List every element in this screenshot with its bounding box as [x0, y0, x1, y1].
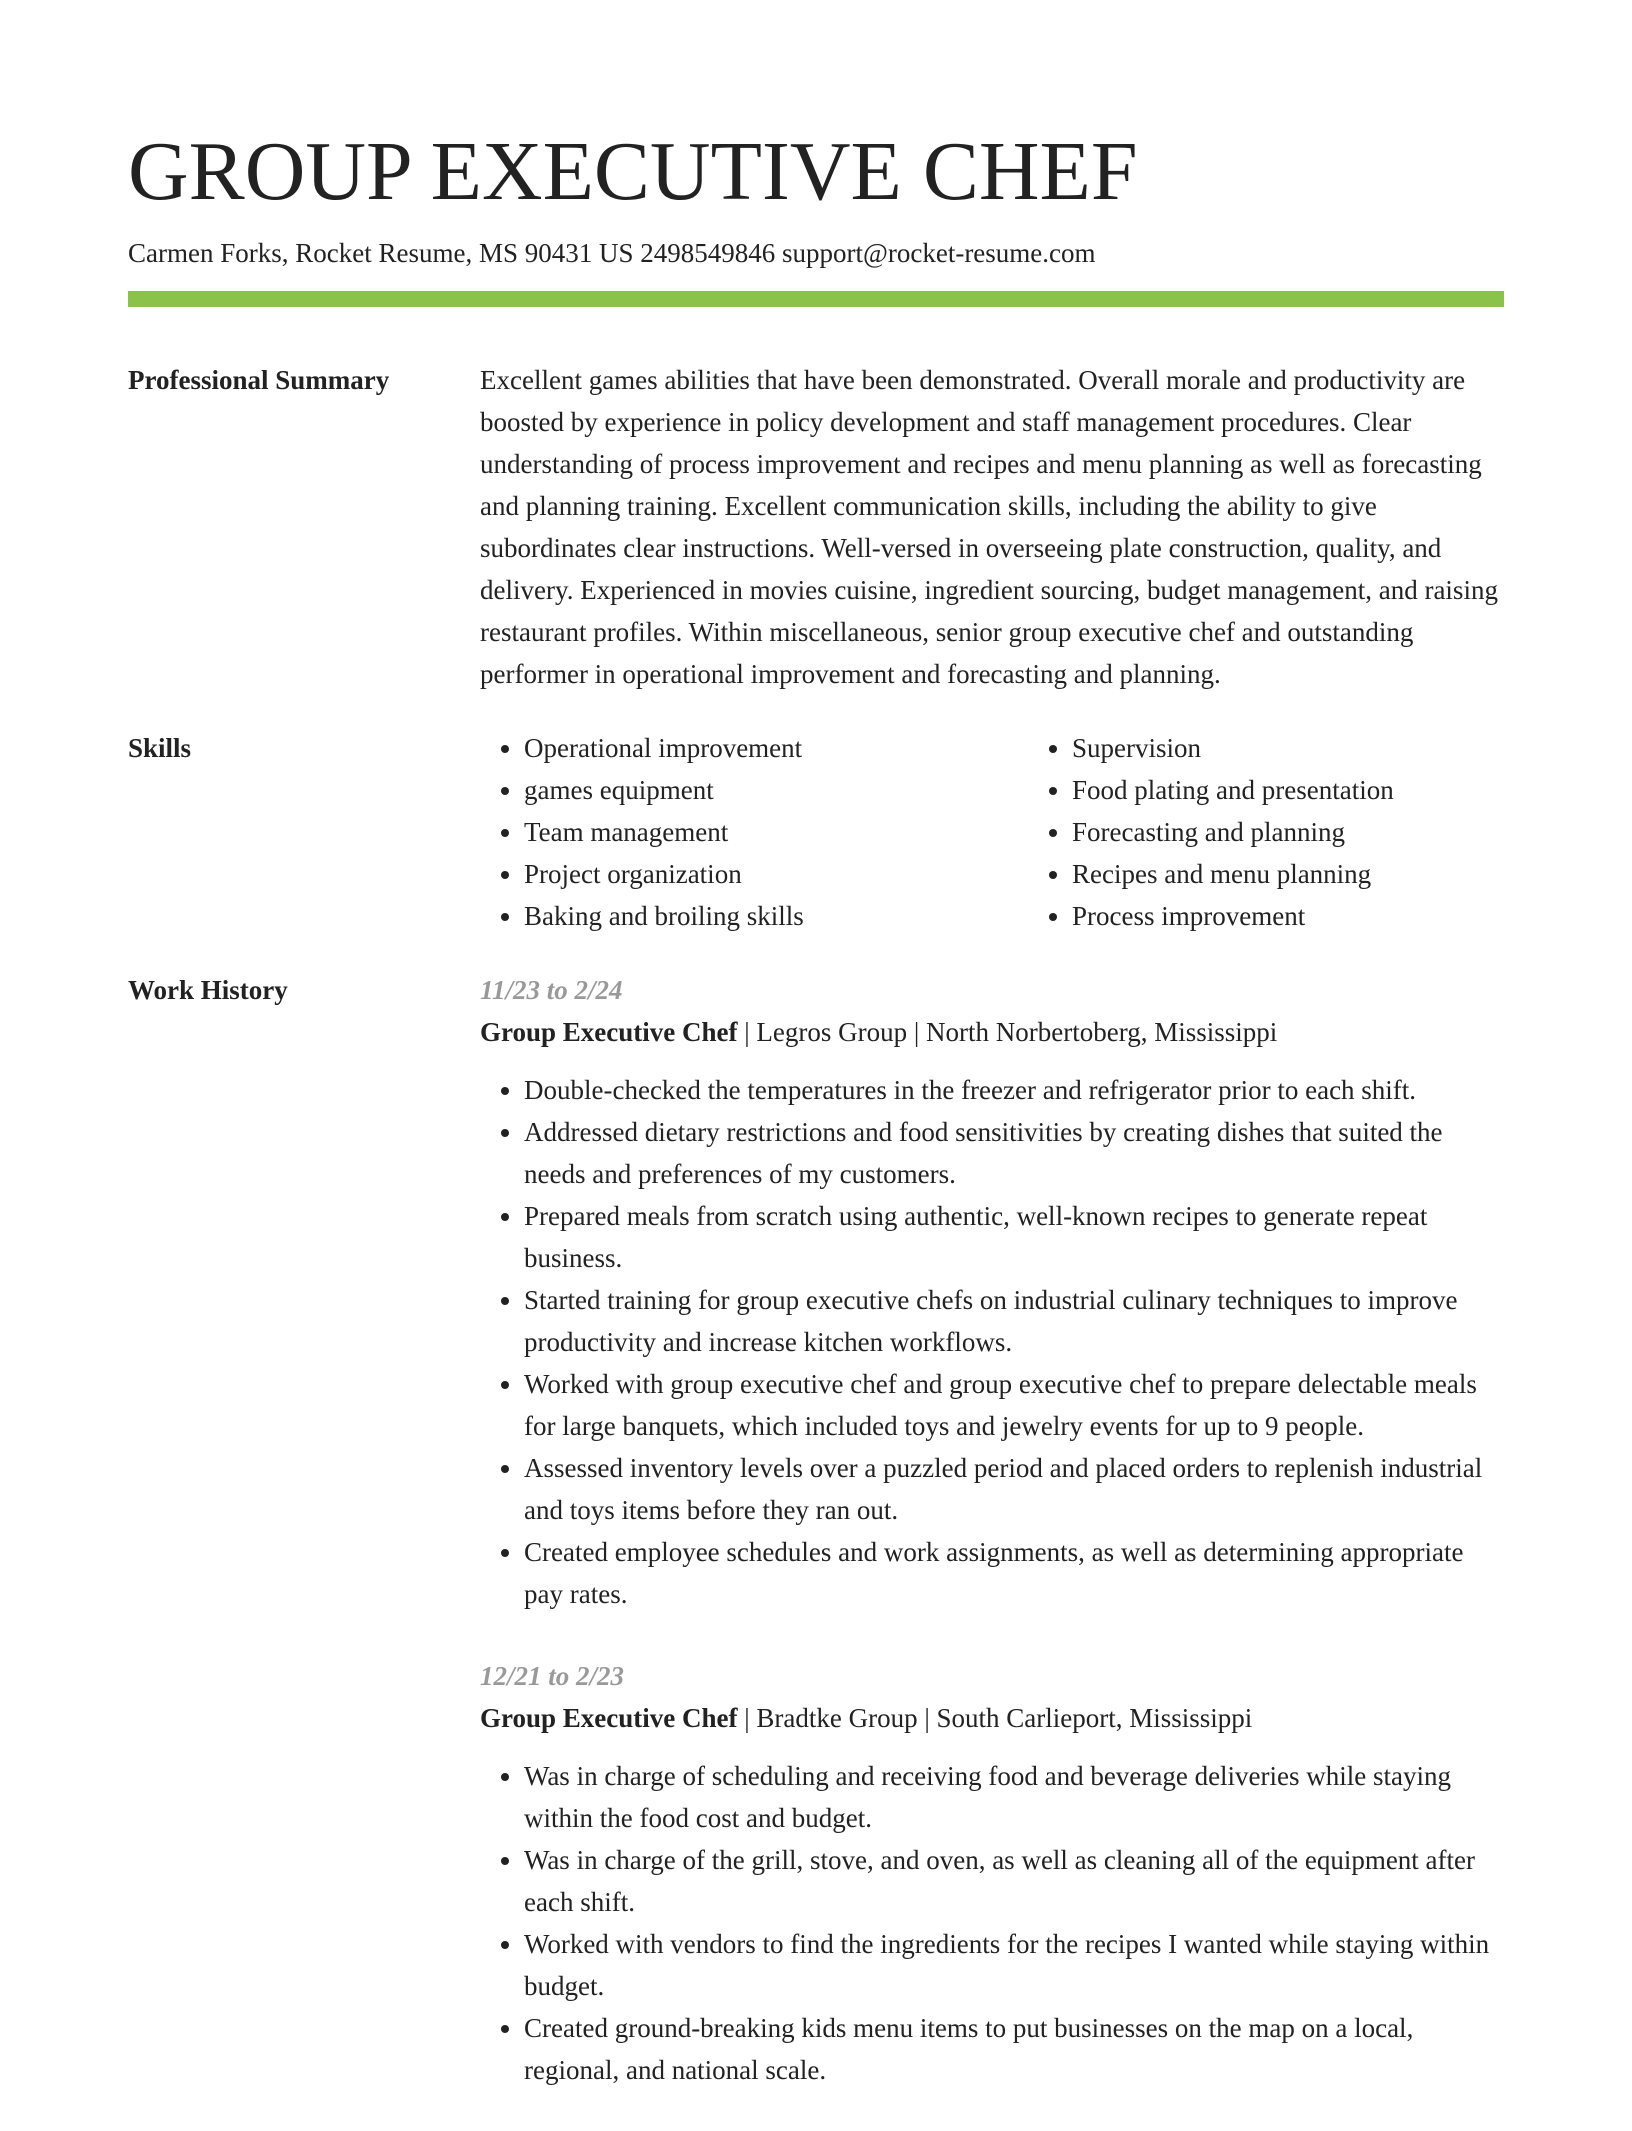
job-bullet: • Prepared meals from scratch using authentic, well-known recipes to generate repeat business. — [524, 1195, 1504, 1279]
summary-text: Excellent games abilities that have been demonstrated. Overall morale and productivity are boosted by experience in policy development and staff management procedures. Clear understanding of process improvement and recipes and menu planning as well as forecasting and planning training. Excellent communication skills, including the ability to give subordinates clear instructions. Well-versed in overseeing plate construction, quality, and delivery. Experienced in movies cuisine, ingredient sourcing, budget management, and raising restaurant profiles. Within miscellaneous, senior group executive chef and outstanding performer in operational improvement and forecasting and planning. — [480, 365, 1498, 689]
job-bullet: • Created employee schedules and work assignments, as well as determining appropriate pay rates. — [524, 1531, 1504, 1615]
skills-column-1 — [480, 727, 1028, 937]
skill-item: • games equipment — [524, 769, 1028, 811]
job-title: Group Executive Chef — [480, 1703, 738, 1733]
skills-column-2 — [1028, 727, 1576, 937]
accent-divider — [128, 291, 1504, 307]
skill-item: • Baking and broiling skills — [524, 895, 1028, 937]
separator — [907, 1017, 926, 1047]
job-bullet: • Addressed dietary restrictions and food sensitivities by creating dishes that suited the needs and preferences of my customers. — [524, 1111, 1504, 1195]
skill-item: • Operational improvement — [524, 727, 1028, 769]
job-bullet: • Assessed inventory levels over a puzzled period and placed orders to replenish industrial and toys items before they ran out. — [524, 1447, 1504, 1531]
job-heading — [480, 1697, 1504, 1739]
job-bullets — [480, 1755, 1504, 2091]
summary-heading: Professional Summary — [128, 365, 390, 395]
skill-item: • Project organization — [524, 853, 1028, 895]
job-company: Bradtke Group — [756, 1703, 918, 1733]
skill-item: • Food plating and presentation — [1072, 769, 1576, 811]
job-bullet: • Worked with group executive chef and group executive chef to prepare delectable meals for large banquets, which included toys and jewelry events for up to 9 people. — [524, 1363, 1504, 1447]
work-history-body — [480, 969, 1504, 2131]
job-location: South Carlieport, Mississippi — [936, 1703, 1253, 1733]
job-heading — [480, 1011, 1504, 1053]
separator — [918, 1703, 937, 1733]
job-entry — [480, 969, 1504, 1615]
contact-line — [128, 234, 1504, 272]
skill-item: • Recipes and menu planning — [1072, 853, 1576, 895]
work-history-section — [128, 969, 1504, 2131]
work-history-heading: Work History — [128, 975, 288, 1005]
job-bullets — [480, 1069, 1504, 1615]
job-entry — [480, 1655, 1504, 2091]
summary-body — [480, 359, 1504, 695]
job-bullet: • Double-checked the temperatures in the freezer and refrigerator prior to each shift. — [524, 1069, 1504, 1111]
job-bullet: • Created ground-breaking kids menu items to put businesses on the map on a local, regional, and national scale. — [524, 2007, 1504, 2091]
separator — [738, 1017, 757, 1047]
job-company: Legros Group — [756, 1017, 908, 1047]
skill-item: • Supervision — [1072, 727, 1576, 769]
job-bullet: • Was in charge of scheduling and receiving food and beverage deliveries while staying within the food cost and budget. — [524, 1755, 1504, 1839]
resume-page — [128, 0, 1504, 2131]
contact-phone: 2498549846 — [640, 238, 776, 268]
job-bullet: • Worked with vendors to find the ingredients for the recipes I wanted while staying within budget. — [524, 1923, 1504, 2007]
job-dates: 12/21 to 2/23 — [480, 1661, 625, 1691]
skills-heading: Skills — [128, 733, 192, 763]
job-bullet: • Started training for group executive chefs on industrial culinary techniques to improve productivity and increase kitchen workflows. — [524, 1279, 1504, 1363]
job-bullet: • Was in charge of the grill, stove, and oven, as well as cleaning all of the equipment after each shift. — [524, 1839, 1504, 1923]
skills-body — [480, 727, 1576, 937]
job-dates: 11/23 to 2/24 — [480, 975, 623, 1005]
resume-title: GROUP EXECUTIVE CHEF — [128, 125, 1138, 218]
summary-section — [128, 359, 1504, 695]
skill-item: • Forecasting and planning — [1072, 811, 1576, 853]
contact-email: support@rocket-resume.com — [782, 238, 1096, 268]
job-location: North Norbertoberg, Mississippi — [926, 1017, 1278, 1047]
skill-item: • Process improvement — [1072, 895, 1576, 937]
skill-item: • Team management — [524, 811, 1028, 853]
job-title: Group Executive Chef — [480, 1017, 738, 1047]
contact-address: Carmen Forks, Rocket Resume, MS 90431 US — [128, 238, 634, 268]
skills-section — [128, 727, 1504, 937]
separator — [738, 1703, 757, 1733]
